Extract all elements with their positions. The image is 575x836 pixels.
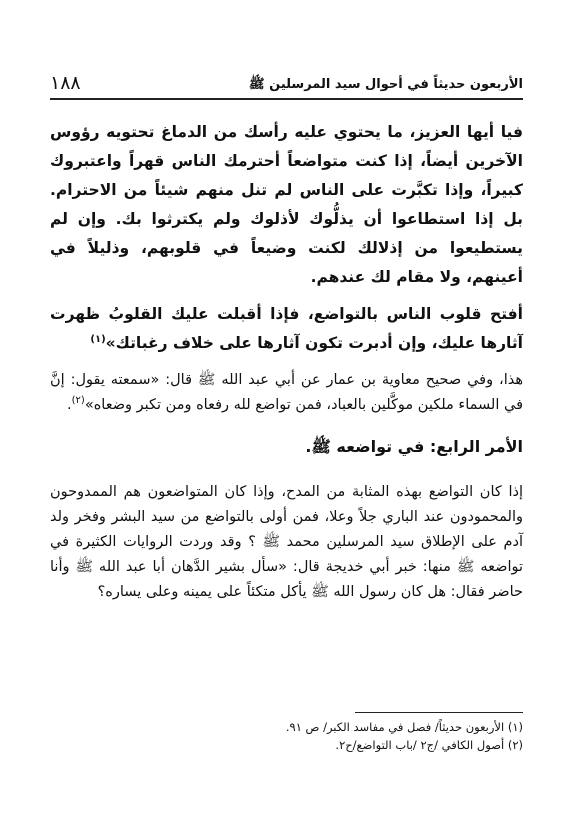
footnote-ref-2[interactable]: (٢) bbox=[71, 395, 85, 407]
footnote-2: (٢) أصول الكافي /ج٢ /باب التواضع/ح٢. bbox=[335, 738, 523, 752]
footnote-ref-1[interactable]: (١) bbox=[90, 333, 106, 345]
footnote-1: (١) الأربعون حديثاً/ فصل في مفاسد الكبر/ ص ٩١. bbox=[285, 720, 523, 734]
paragraph-1-text: فيا أيها العزيز، ما يحتوي عليه رأسك من الدماغ تحتويه رؤوس الآخرين أيضاً، إذا كنت متواضعاً أحترمك الناس قهراً واعتبروك كبيراً، وإذا تكبَّرت على الناس لم تنل منهم شيئاً من الاحترام. بل إذا استطاعوا أن يذلُّوك لأذلوك ولم يكترثوا بك. وإن لم يستطيعوا من إذلالك لكنت وضيعاً في قلوبهم، وذليلاً في أعينهم، ولا مقام لك عندهم. bbox=[50, 123, 523, 286]
paragraph-3-tail: . bbox=[67, 397, 72, 413]
running-header bbox=[50, 66, 523, 102]
footnotes bbox=[50, 718, 523, 754]
paragraph-4: إذا كان التواضع بهذه المثابة من المدح، وإذا كان المتواضعون هم الممدوحون والمحمودون عند الباري جلاً وعلا، فمن أولى بالتواضع من سيد البشر وفخر ولد آدم على الإطلاق سيد المرسلين محمد ﷺ ؟ وقد وردت الروايات الكثيرة في تواضعه ﷺ منها: خبر أبي خديجة قال: «سأل بشير الدَّهان أبا عبد الله ﷺ وأنا حاضر فقال: هل كان رسول الله ﷺ يأكل متكئاً على يمينه وعلى يساره؟ bbox=[50, 484, 523, 600]
paragraph-3-text: هذا، وفي صحيح معاوية بن عمار عن أبي عبد الله ﷺ قال: «سمعته يقول: إنَّ في السماء ملكين موكَّلين بالعباد، فمن تواضع لله رفعاه ومن تكبر وضعاه» bbox=[50, 372, 523, 413]
paragraph-3 bbox=[50, 368, 523, 418]
header-rule bbox=[50, 98, 523, 100]
page-number: ١٨٨ bbox=[50, 72, 81, 94]
footnote-rule bbox=[355, 712, 523, 713]
header-title: الأربعون حديثاً في أحوال سيد المرسلين ﷺ bbox=[248, 77, 523, 92]
section-heading: الأمر الرابع: في تواضعه ﷺ. bbox=[305, 437, 523, 456]
main-text bbox=[50, 118, 523, 605]
paragraph-1 bbox=[50, 118, 523, 292]
paragraph-2 bbox=[50, 300, 523, 358]
paragraph-2-text: أفتح قلوب الناس بالتواضع، فإذا أقبلت عليك القلوبُ ظهرت آثارها عليك، وإن أدبرت تكون آثارها على خلاف رغباتك» bbox=[50, 305, 523, 352]
